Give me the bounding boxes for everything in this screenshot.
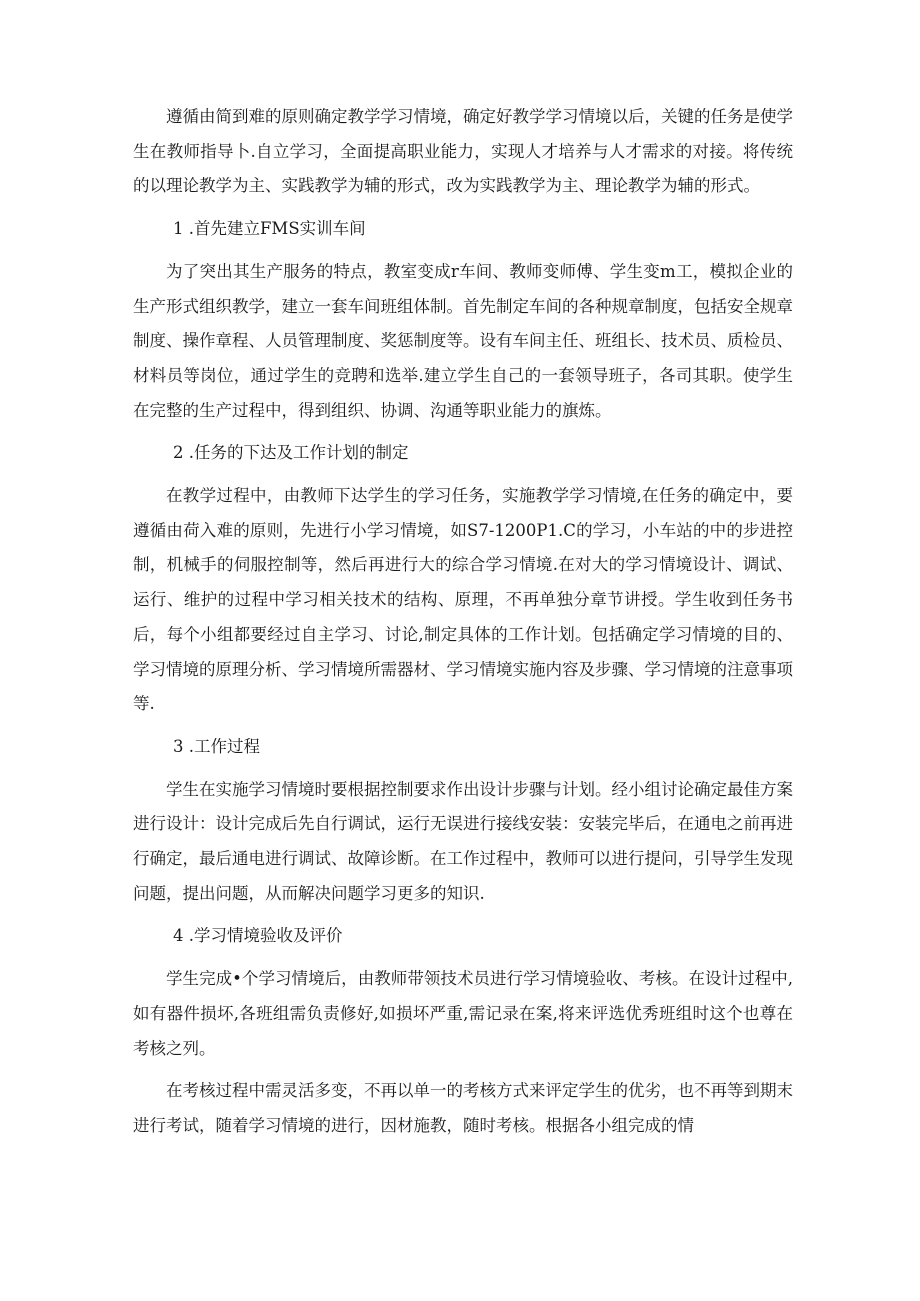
section-heading-1: 1 .首先建立FMS实训车间 (173, 219, 366, 239)
body-paragraph-process: 学生在实施学习情境时要根据控制要求作出设计步骤与计划。经小组讨论确定最佳方案进行设计：设计完成后先自行调试，运行无误进行接线安装：安装完毕后，在通电之前再进行确定，最后通电进行调试、故障诊断。在工作过程中，教师可以进行提问，引导学生发现问题，提出问题，从而解决问题学习更多的知识. (133, 779, 793, 903)
document-body (133, 100, 793, 1144)
section-heading-3: 3 .工作过程 (173, 736, 260, 756)
body-paragraph-acceptance: 学生完成•个学习情境后，由教师带领技术员进行学习情境验收、考核。在设计过程中,如有器件损坏,各班组需负责修好,如损坏严重,需记录在案,将来评选优秀班组时这个也尊在考核之列。 (133, 969, 793, 1058)
section-heading-2: 2 .任务的下达及工作计划的制定 (173, 443, 409, 463)
body-paragraph-intro: 遵循由简到难的原则确定教学学习情境，确定好教学学习情境以后，关键的任务是使学生在教师指导卜.自立学习，全面提高职业能力，实现人才培养与人才需求的对接。将传统的以理论教学为主、实践教学为辅的形式，改为实践教学为主、理论教学为辅的形式。 (133, 107, 793, 196)
body-paragraph-tasks: 在教学过程中，由教师下达学生的学习任务，实施教学学习情境,在任务的确定中，要遵循由荷入难的原则，先进行小学习情境，如S7-1200P1.C的学习，小车站的中的步进控制，机械手的伺服控制等，然后再进行大的综合学习情境.在对大的学习情境设计、调试、运行、维护的过程中学习相关技术的结构、原理，不再单独分章节讲授。学生收到任务书后，每个小组都要经过自主学习、讨论,制定具体的工作计划。包括确定学习情境的目的、学习情境的原理分析、学习情境所需器材、学习情境实施内容及步骤、学习情境的注意事项等. (133, 486, 793, 714)
section-heading-4: 4 .学习情境验收及评价 (173, 926, 343, 946)
body-paragraph-workshop: 为了突出其生产服务的特点，教室变成r车间、教师变师傅、学生变m工，模拟企业的生产形式组织教学，建立一套车间班组体制。首先制定车间的各种规章制度，包括安全规章制度、操作章程、人员管理制度、奖惩制度等。设有车间主任、班组长、技术员、质检员、材料员等岗位，通过学生的竞聘和选举.建立学生自己的一套领导班子，各司其职。使学生在完整的生产过程中，得到组织、协调、沟通等职业能力的旗炼。 (133, 261, 793, 420)
body-paragraph-assessment: 在考核过程中需灵活多变，不再以单一的考核方式来评定学生的优劣，也不再等到期末进行考试，随着学习情境的进行，因材施教，随时考核。根据各小组完成的情 (133, 1081, 793, 1135)
